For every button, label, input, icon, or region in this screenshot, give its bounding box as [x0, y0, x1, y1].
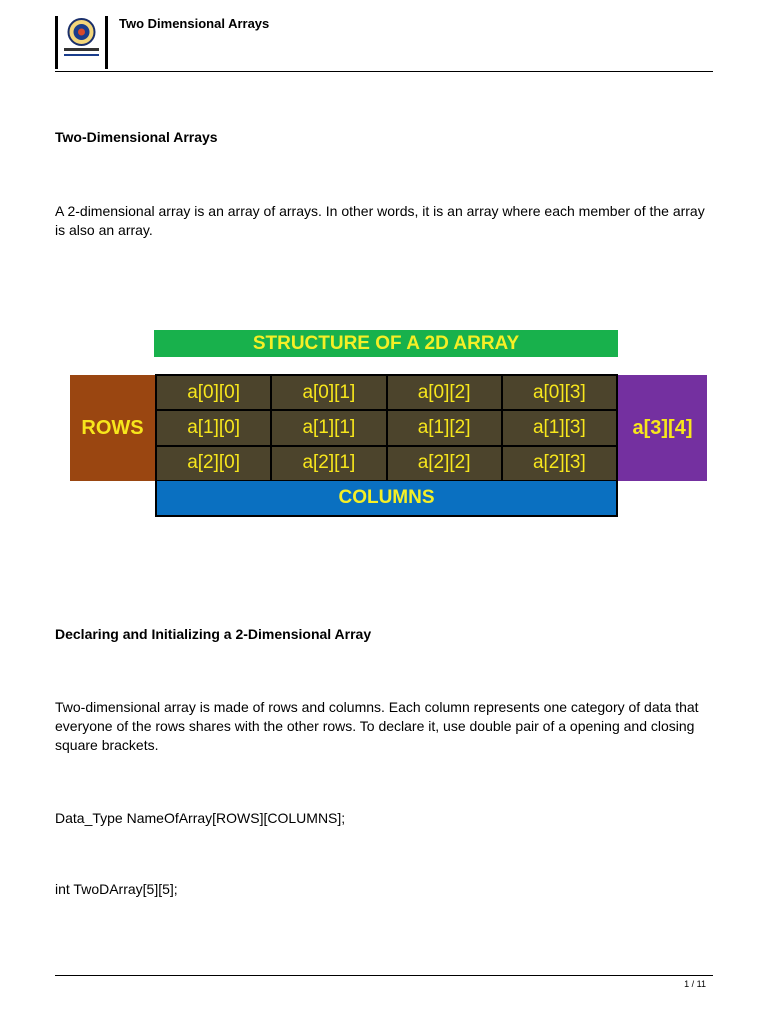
paragraph-definition: A 2-dimensional array is an array of arrays. In other words, it is an array where each member of the array is also an array. — [55, 203, 705, 238]
header-title: Two Dimensional Arrays — [119, 16, 270, 31]
header-rule — [55, 71, 713, 72]
figure-size-label: a[3][4] — [618, 375, 707, 481]
array-cell: a[1][2] — [388, 411, 501, 444]
code-line-example: int TwoDArray[5][5]; — [55, 881, 178, 897]
array-cell: a[2][2] — [388, 447, 501, 480]
array-cell: a[1][0] — [157, 411, 270, 444]
institution-logo — [61, 17, 102, 61]
page-number: 1 / 11 — [684, 979, 706, 989]
figure-rows-label: ROWS — [70, 375, 155, 481]
array-cell: a[2][0] — [157, 447, 270, 480]
paragraph-declaration: Two-dimensional array is made of rows and columns. Each column represents one category of data that everyone of the rows shares with the other rows. To declare it, use double pair of a opening and closing square brackets. — [55, 699, 699, 753]
array-cell: a[0][3] — [503, 376, 616, 409]
array-cell: a[1][1] — [272, 411, 385, 444]
section-heading-declaring: Declaring and Initializing a 2-Dimensional Array — [55, 626, 372, 642]
section-heading-two-dimensional-arrays: Two-Dimensional Arrays — [55, 129, 218, 145]
array-cell: a[1][3] — [503, 411, 616, 444]
array-cell: a[2][1] — [272, 447, 385, 480]
header-bar-left — [55, 16, 58, 69]
header-bar-right — [105, 16, 108, 69]
array-cell: a[0][2] — [388, 376, 501, 409]
array-cell: a[0][1] — [272, 376, 385, 409]
array-cell: a[0][0] — [157, 376, 270, 409]
footer-rule — [55, 975, 713, 976]
figure-title: STRUCTURE OF A 2D ARRAY — [154, 330, 618, 357]
array-cell: a[2][3] — [503, 447, 616, 480]
figure-columns-label: COLUMNS — [155, 481, 618, 517]
code-line-syntax: Data_Type NameOfArray[ROWS][COLUMNS]; — [55, 810, 346, 826]
figure-array-grid — [155, 374, 618, 482]
